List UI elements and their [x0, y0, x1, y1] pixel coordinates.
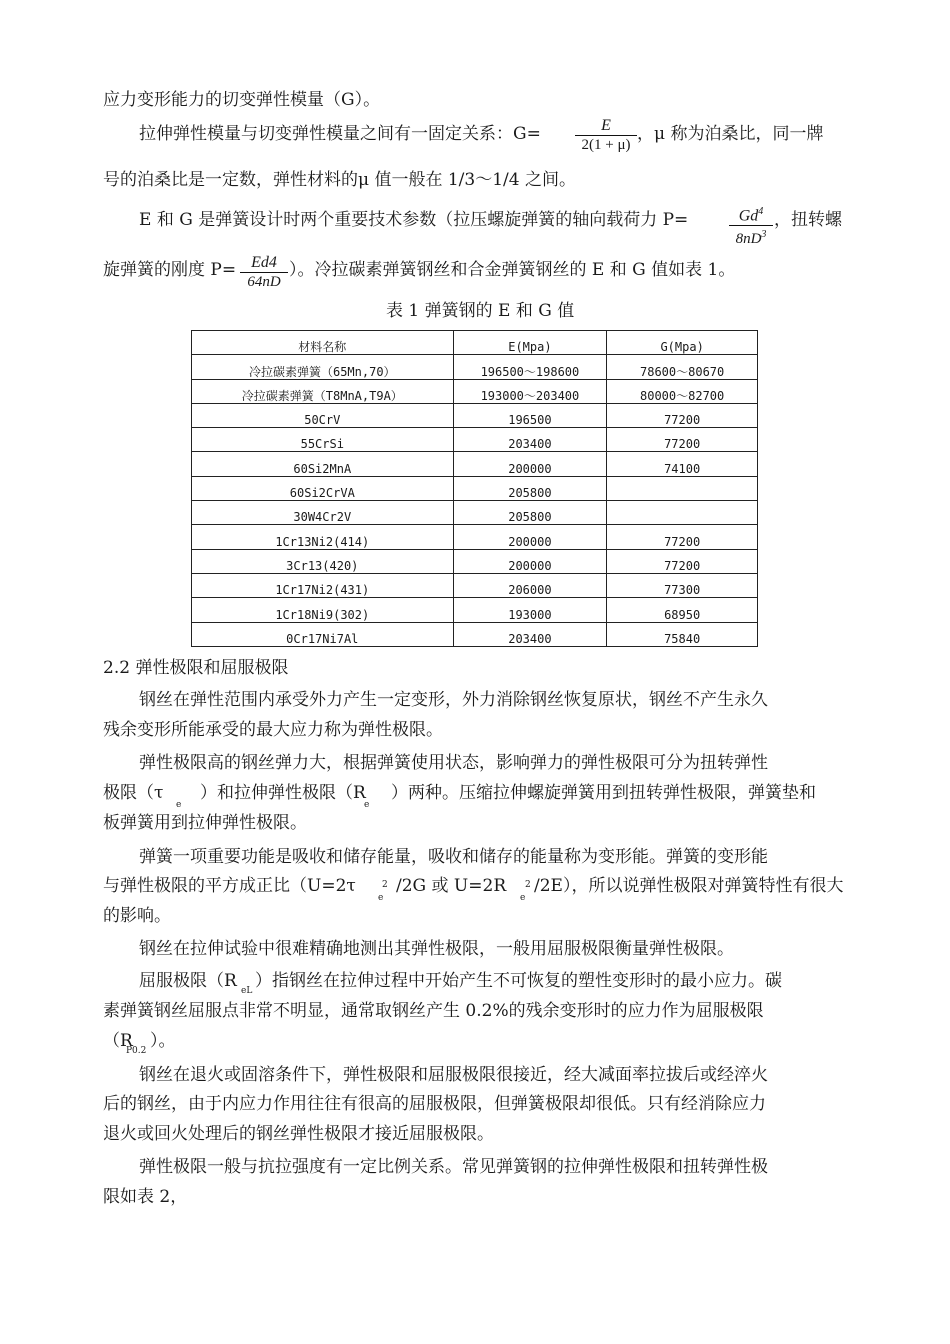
- e-value-cell: 200000: [453, 525, 607, 549]
- e-value-cell: 193000～203400: [453, 379, 607, 403]
- e-value-cell: 200000: [453, 549, 607, 573]
- material-cell: 0Cr17Ni7Al: [192, 622, 454, 646]
- formula-torsion-numerator: Ed4: [251, 254, 277, 271]
- material-cell: 冷拉碳素弹簧（T8MnA,T9A）: [192, 379, 454, 403]
- header-material: 材料名称: [192, 331, 454, 355]
- p2-sub-r: e: [364, 800, 370, 810]
- p3-sub-tau: e: [378, 893, 384, 903]
- material-cell: 60Si2CrVA: [192, 476, 454, 500]
- p3-text-3: 的影响。: [103, 906, 171, 926]
- table-caption: 表 1 弹簧钢的 E 和 G 值: [386, 301, 575, 321]
- g-value-cell: 74100: [607, 452, 758, 476]
- material-cell: 1Cr18Ni9(302): [192, 598, 454, 622]
- p2-sub-tau: e: [176, 800, 182, 810]
- g-value-cell: 75840: [607, 622, 758, 646]
- relation-line2-text: 号的泊桑比是一定数，弹性材料的μ 值一般在 1/3～1/4 之间。: [103, 170, 576, 190]
- e-value-cell: 196500: [453, 403, 607, 427]
- p6-text-1: 钢丝在退火或固溶条件下，弹性极限和屈服极限很接近，经大减面率拉拔后或经淬火: [139, 1065, 768, 1085]
- e-value-cell: 200000: [453, 452, 607, 476]
- table-row: [192, 452, 758, 476]
- p5-sub-el: eL: [241, 986, 253, 996]
- formula-axial-fraction: [729, 203, 773, 248]
- p4-text: 钢丝在拉伸试验中很难精确地测出其弹性极限，一般用屈服极限衡量弹性极限。: [139, 939, 734, 959]
- g-value-cell: [607, 501, 758, 525]
- p6-text-3: 退火或回火处理后的钢丝弹性极限才接近屈服极限。: [103, 1124, 494, 1144]
- table-row: [192, 476, 758, 500]
- p7-text-1: 弹性极限一般与抗拉强度有一定比例关系。常见弹簧钢的拉伸弹性极限和扭转弹性极: [139, 1157, 768, 1177]
- p3-sub-r: e: [520, 893, 526, 903]
- header-g: G(Mpa): [607, 331, 758, 355]
- p3-sup-r: 2: [525, 880, 531, 890]
- params-pre: E 和 G 是弹簧设计时两个重要技术参数（拉压螺旋弹簧的轴向载荷力 P=: [139, 210, 689, 230]
- formula-torsion-fraction: [240, 254, 288, 291]
- material-cell: 1Cr13Ni2(414): [192, 525, 454, 549]
- table-row: [192, 501, 758, 525]
- header-e: E(Mpa): [453, 331, 607, 355]
- p3-text-1: 弹簧一项重要功能是吸收和储存能量，吸收和储存的能量称为变形能。弹簧的变形能: [139, 847, 768, 867]
- p6-text-2: 后的钢丝，由于内应力作用往往有很高的屈服极限，但弹簧极限却很低。只有经消除应力: [103, 1094, 766, 1114]
- table-row: [192, 525, 758, 549]
- p3-text-2b: /2G 或 U=2R: [396, 876, 507, 896]
- params-line2-post: ）。冷拉碳素弹簧钢丝和合金弹簧钢丝的 E 和 G 值如表 1。: [289, 260, 736, 280]
- e-value-cell: 203400: [453, 428, 607, 452]
- table-header-row: [192, 331, 758, 355]
- formula-axial-denominator: $8nD^3$: [729, 225, 773, 248]
- relation-pre: 拉伸弹性模量与切变弹性模量之间有一固定关系：G=: [139, 124, 541, 144]
- p5-text-1b: ）指钢丝在拉伸过程中开始产生不可恢复的塑性变形时的最小应力。碳: [255, 971, 782, 991]
- spring-steel-table: [191, 330, 758, 647]
- p2-text-1: 弹性极限高的钢丝弹力大，根据弹簧使用状态，影响弹力的弹性极限可分为扭转弹性: [139, 753, 768, 773]
- material-cell: 1Cr17Ni2(431): [192, 573, 454, 597]
- section-heading: 2.2 弹性极限和屈服极限: [103, 658, 289, 678]
- p2-text-3: 板弹簧用到拉伸弹性极限。: [103, 813, 307, 833]
- e-value-cell: 203400: [453, 622, 607, 646]
- table-row: [192, 355, 758, 379]
- material-cell: 冷拉碳素弹簧（65Mn,70）: [192, 355, 454, 379]
- params-line2-pre: 旋弹簧的刚度 P=: [103, 260, 237, 280]
- formula-g-denominator: 2(1 + μ): [575, 135, 637, 154]
- p1-text-2: 残余变形所能承受的最大应力称为弹性极限。: [103, 720, 443, 740]
- relation-post: ，μ 称为泊桑比，同一牌: [637, 124, 824, 144]
- p2-text-2b: ）和拉伸弹性极限（R: [200, 783, 366, 803]
- formula-g-fraction: [575, 117, 637, 154]
- material-cell: 60Si2MnA: [192, 452, 454, 476]
- p5-text-1a: 屈服极限（R: [139, 971, 237, 991]
- g-value-cell: 77200: [607, 549, 758, 573]
- p5-text-3a: （R: [103, 1031, 133, 1051]
- g-value-cell: 80000～82700: [607, 379, 758, 403]
- e-value-cell: 205800: [453, 501, 607, 525]
- material-cell: 3Cr13(420): [192, 549, 454, 573]
- g-value-cell: 77200: [607, 403, 758, 427]
- table-row: [192, 622, 758, 646]
- p2-text-2c: ）两种。压缩拉伸螺旋弹簧用到扭转弹性极限，弹簧垫和: [391, 783, 816, 803]
- table-row: [192, 573, 758, 597]
- p3-text-2c: /2E），所以说弹性极限对弹簧特性有很大: [534, 876, 844, 896]
- formula-g-numerator: E: [601, 117, 611, 134]
- p5-text-2: 素弹簧钢丝屈服点非常不明显，通常取钢丝产生 0.2%的残余变形时的应力作为屈服极限: [103, 1001, 764, 1021]
- p5-text-3b: ）。: [150, 1031, 176, 1051]
- g-value-cell: 77200: [607, 525, 758, 549]
- g-value-cell: 78600～80670: [607, 355, 758, 379]
- material-cell: 30W4Cr2V: [192, 501, 454, 525]
- intro-text: 应力变形能力的切变弹性模量（G）。: [103, 90, 381, 110]
- table-row: [192, 549, 758, 573]
- table-body: [192, 355, 758, 647]
- material-cell: 55CrSi: [192, 428, 454, 452]
- table-row: [192, 428, 758, 452]
- p3-text-2a: 与弹性极限的平方成正比（U=2τ: [103, 876, 356, 896]
- material-cell: 50CrV: [192, 403, 454, 427]
- e-value-cell: 205800: [453, 476, 607, 500]
- g-value-cell: [607, 476, 758, 500]
- e-value-cell: 196500～198600: [453, 355, 607, 379]
- table-row: [192, 403, 758, 427]
- formula-axial-numerator: Gd$^4$: [738, 206, 764, 225]
- g-value-cell: 68950: [607, 598, 758, 622]
- p2-text-2a: 极限（τ: [103, 783, 164, 803]
- g-value-cell: 77200: [607, 428, 758, 452]
- p1-text-1: 钢丝在弹性范围内承受外力产生一定变形，外力消除钢丝恢复原状，钢丝不产生永久: [139, 690, 768, 710]
- params-post: ，扭转螺: [774, 210, 842, 230]
- table-row: [192, 379, 758, 403]
- e-value-cell: 193000: [453, 598, 607, 622]
- table-row: [192, 598, 758, 622]
- g-value-cell: 77300: [607, 573, 758, 597]
- p5-sub-p02: P0.2: [126, 1046, 147, 1056]
- p7-text-2: 限如表 2，: [103, 1187, 188, 1207]
- p3-sup-tau: 2: [382, 880, 388, 890]
- e-value-cell: 206000: [453, 573, 607, 597]
- formula-torsion-denominator: 64nD: [240, 272, 288, 291]
